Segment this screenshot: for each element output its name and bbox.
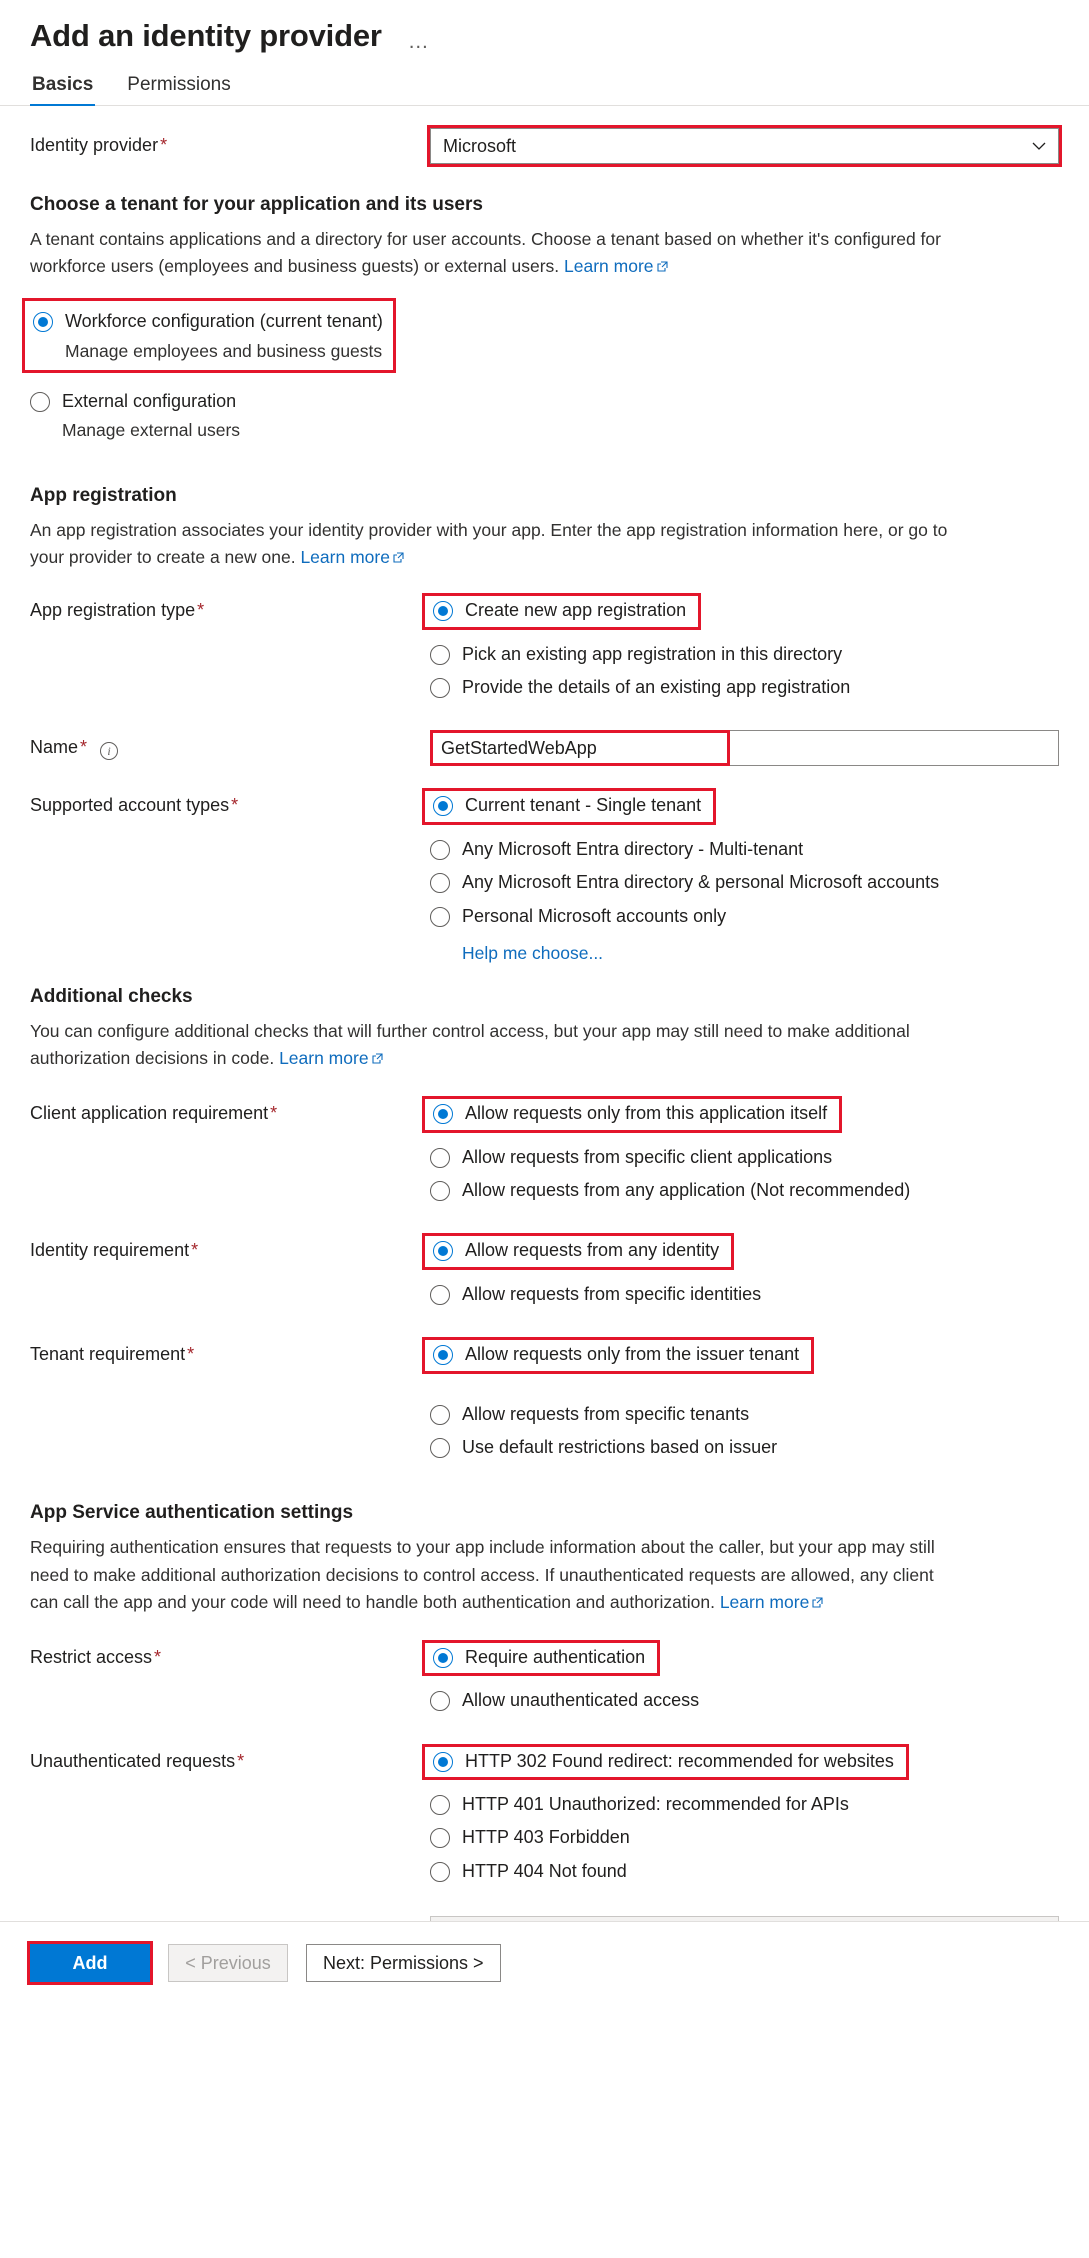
app-name-row	[30, 730, 1059, 766]
unauthenticated-requests-row	[30, 1744, 1059, 1891]
required-asterisk: *	[187, 1344, 195, 1365]
http-403-option[interactable]	[430, 1823, 1059, 1852]
radio-personal-accounts[interactable]	[430, 907, 450, 927]
supported-account-types-label-text: Supported account types	[30, 795, 230, 816]
external-configuration-label: External configuration	[62, 390, 237, 411]
additional-checks-description-line1: You can configure additional checks that will further control access, but your app may still need to make additional	[30, 1021, 910, 1042]
allow-this-application-only-option[interactable]	[422, 1096, 842, 1132]
radio-create-new-app-registration[interactable]	[433, 601, 453, 621]
app-registration-type-label-text: App registration type	[30, 600, 196, 621]
tab-bar	[0, 54, 1089, 106]
multi-tenant-personal-option[interactable]	[430, 868, 1059, 897]
radio-allow-this-application-only[interactable]	[433, 1104, 453, 1124]
personal-accounts-option[interactable]	[430, 902, 1059, 931]
auth-settings-description-line3: can call the app and your code will need to handle both authentication and authorization.	[30, 1591, 715, 1612]
client-application-requirement-label	[30, 1096, 430, 1125]
add-button[interactable]: Add	[30, 1944, 150, 1982]
http-404-option[interactable]	[430, 1857, 1059, 1886]
allow-unauthenticated-access-option[interactable]	[430, 1686, 1059, 1715]
app-registration-heading: App registration	[30, 485, 177, 507]
external-link-icon	[812, 1589, 823, 1600]
required-asterisk: *	[80, 737, 88, 758]
allow-any-identity-option[interactable]	[422, 1233, 734, 1269]
auth-settings-description	[30, 1534, 1030, 1615]
app-name-field	[430, 730, 1059, 766]
identity-requirement-options	[430, 1233, 1059, 1313]
chevron-down-icon	[1032, 139, 1046, 153]
external-link-icon	[393, 544, 404, 555]
app-registration-type-row	[30, 593, 1059, 706]
radio-multi-tenant[interactable]	[430, 840, 450, 860]
identity-provider-value: Microsoft	[443, 135, 517, 156]
additional-checks-heading: Additional checks	[30, 986, 193, 1008]
allow-specific-client-applications-option[interactable]	[430, 1143, 1059, 1172]
identity-provider-field	[430, 128, 1059, 164]
supported-account-types-options	[430, 788, 1059, 964]
restrict-access-options	[430, 1640, 1059, 1720]
tenant-learn-more-link[interactable]: Learn more	[564, 256, 654, 277]
multi-tenant-option[interactable]	[430, 835, 1059, 864]
unauthenticated-requests-label-text: Unauthenticated requests	[30, 1750, 236, 1771]
app-registration-learn-more-link[interactable]: Learn more	[300, 547, 390, 568]
radio-allow-specific-tenants[interactable]	[430, 1405, 450, 1425]
app-registration-description	[30, 517, 1030, 571]
http-401-label: HTTP 401 Unauthorized: recommended for APIs	[462, 1793, 849, 1814]
additional-checks-description	[30, 1018, 1030, 1072]
http-302-label: HTTP 302 Found redirect: recommended for websites	[465, 1750, 894, 1771]
required-asterisk: *	[237, 1750, 245, 1771]
help-me-choose-link[interactable]: Help me choose...	[462, 943, 604, 964]
supported-account-types-label	[30, 788, 430, 817]
identity-provider-select[interactable]	[430, 128, 1059, 164]
required-asterisk: *	[191, 1240, 199, 1261]
radio-http-404[interactable]	[430, 1862, 450, 1882]
pick-existing-app-registration-option[interactable]	[430, 640, 1059, 669]
auth-settings-description-line1: Requiring authentication ensures that requests to your app include information about the caller, but your app may still	[30, 1537, 935, 1558]
external-configuration-option[interactable]	[30, 387, 1059, 416]
radio-http-302[interactable]	[433, 1752, 453, 1772]
tenant-section-heading: Choose a tenant for your application and its users	[30, 194, 483, 215]
client-application-requirement-options	[430, 1096, 1059, 1209]
allow-any-application-option[interactable]	[430, 1176, 1059, 1205]
external-link-icon	[657, 253, 668, 264]
required-asterisk: *	[154, 1646, 162, 1667]
allow-this-application-only-label: Allow requests only from this application itself	[465, 1103, 828, 1124]
radio-workforce-configuration[interactable]	[33, 312, 53, 332]
tab-permissions[interactable]: Permissions	[127, 74, 231, 95]
more-options-icon[interactable]: …	[407, 30, 431, 53]
http-403-label: HTTP 403 Forbidden	[462, 1827, 630, 1848]
allow-any-identity-label: Allow requests from any identity	[465, 1240, 720, 1261]
radio-single-tenant[interactable]	[433, 796, 453, 816]
use-default-restrictions-option[interactable]	[430, 1433, 1059, 1462]
radio-use-default-restrictions[interactable]	[430, 1438, 450, 1458]
http-302-option[interactable]	[422, 1744, 909, 1780]
allow-specific-tenants-label: Allow requests from specific tenants	[462, 1403, 750, 1424]
create-new-app-registration-option[interactable]	[422, 593, 701, 629]
footer-actions	[0, 1921, 1089, 2008]
auth-settings-heading: App Service authentication settings	[30, 1502, 354, 1524]
radio-allow-unauthenticated-access[interactable]	[430, 1691, 450, 1711]
external-link-icon	[372, 1045, 383, 1056]
allow-issuer-tenant-only-label: Allow requests only from the issuer tenant	[465, 1344, 800, 1365]
info-icon[interactable]: i	[100, 742, 118, 760]
allow-specific-identities-option[interactable]	[430, 1280, 1059, 1309]
provide-details-existing-app-registration-label: Provide the details of an existing app registration	[462, 677, 851, 698]
allow-specific-client-applications-label: Allow requests from specific client applications	[462, 1146, 833, 1167]
unauthenticated-requests-label	[30, 1744, 430, 1773]
tab-basics[interactable]: Basics	[30, 70, 95, 105]
external-configuration-sub: Manage external users	[62, 420, 241, 441]
allow-issuer-tenant-only-option[interactable]	[422, 1337, 814, 1373]
provide-details-existing-app-registration-option[interactable]	[430, 673, 1059, 702]
radio-http-401[interactable]	[430, 1795, 450, 1815]
additional-checks-description-line2: authorization decisions in code.	[30, 1048, 275, 1069]
workforce-configuration-option[interactable]	[33, 307, 383, 336]
single-tenant-option[interactable]	[422, 788, 716, 824]
workforce-configuration-label: Workforce configuration (current tenant)	[65, 311, 383, 332]
auth-settings-learn-more-link[interactable]: Learn more	[719, 1591, 810, 1612]
allow-specific-identities-label: Allow requests from specific identities	[462, 1283, 762, 1304]
app-registration-type-label	[30, 593, 430, 622]
radio-external-configuration[interactable]	[30, 392, 50, 412]
http-404-label: HTTP 404 Not found	[462, 1860, 627, 1881]
identity-provider-row	[30, 128, 1059, 164]
app-registration-description-line2: your provider to create a new one.	[30, 547, 296, 568]
radio-allow-any-application[interactable]	[430, 1181, 450, 1201]
radio-pick-existing-app-registration[interactable]	[430, 645, 450, 665]
identity-provider-label	[30, 128, 430, 157]
tenant-requirement-label	[30, 1337, 430, 1366]
identity-requirement-row	[30, 1233, 1059, 1313]
require-authentication-option[interactable]	[422, 1640, 660, 1676]
allow-any-application-label: Allow requests from any application (Not recommended)	[462, 1180, 911, 1201]
multi-tenant-personal-label: Any Microsoft Entra directory & personal Microsoft accounts	[462, 872, 940, 893]
workforce-configuration-sub: Manage employees and business guests	[65, 340, 383, 361]
personal-accounts-label: Personal Microsoft accounts only	[462, 905, 727, 926]
identity-requirement-label-text: Identity requirement	[30, 1240, 190, 1261]
multi-tenant-label: Any Microsoft Entra directory - Multi-tenant	[462, 838, 804, 859]
tenant-description-line1: A tenant contains applications and a directory for user accounts. Choose a tenant based on whether it's configured for	[30, 229, 941, 249]
app-registration-type-options	[430, 593, 1059, 706]
unauthenticated-requests-options	[430, 1744, 1059, 1891]
identity-requirement-label	[30, 1233, 430, 1262]
app-name-label-text: Name	[30, 737, 79, 758]
supported-account-types-row	[30, 788, 1059, 964]
radio-allow-specific-identities[interactable]	[430, 1285, 450, 1305]
http-401-option[interactable]	[430, 1790, 1059, 1819]
tenant-description-line2: workforce users (employees and business guests) or external users.	[30, 256, 560, 277]
allow-specific-tenants-option[interactable]	[430, 1400, 1059, 1429]
radio-multi-tenant-personal[interactable]	[430, 873, 450, 893]
required-asterisk: *	[160, 135, 168, 155]
create-new-app-registration-label: Create new app registration	[465, 600, 687, 621]
workforce-configuration-option-highlight	[22, 298, 396, 372]
radio-require-authentication[interactable]	[433, 1648, 453, 1668]
app-name-input[interactable]	[430, 730, 1059, 766]
previous-button[interactable]: < Previous	[168, 1944, 288, 1982]
radio-allow-issuer-tenant-only[interactable]	[433, 1345, 453, 1365]
restrict-access-label	[30, 1640, 430, 1669]
require-authentication-label: Require authentication	[465, 1646, 646, 1667]
page-title: Add an identity provider	[30, 18, 382, 53]
radio-http-403[interactable]	[430, 1828, 450, 1848]
radio-allow-specific-client-applications[interactable]	[430, 1148, 450, 1168]
client-application-requirement-row	[30, 1096, 1059, 1209]
required-asterisk: *	[197, 600, 205, 621]
restrict-access-row	[30, 1640, 1059, 1720]
additional-checks-learn-more-link[interactable]: Learn more	[279, 1048, 369, 1069]
tenant-requirement-options	[430, 1337, 1059, 1466]
required-asterisk: *	[270, 1103, 278, 1124]
tenant-section-description	[30, 226, 1030, 280]
app-name-label	[30, 730, 430, 760]
tenant-requirement-label-text: Tenant requirement	[30, 1344, 186, 1365]
restrict-access-label-text: Restrict access	[30, 1646, 153, 1667]
tenant-requirement-row	[30, 1337, 1059, 1466]
app-registration-description-line1: An app registration associates your identity provider with your app. Enter the app registration information here, or go to	[30, 520, 948, 541]
radio-provide-details-existing-app-registration[interactable]	[430, 678, 450, 698]
use-default-restrictions-label: Use default restrictions based on issuer	[462, 1437, 778, 1457]
radio-allow-any-identity[interactable]	[433, 1241, 453, 1261]
allow-unauthenticated-access-label: Allow unauthenticated access	[462, 1690, 700, 1711]
client-application-requirement-label-text: Client application requirement	[30, 1103, 269, 1124]
pick-existing-app-registration-label: Pick an existing app registration in this directory	[462, 643, 843, 664]
single-tenant-label: Current tenant - Single tenant	[465, 795, 702, 816]
required-asterisk: *	[231, 795, 239, 816]
next-permissions-button[interactable]: Next: Permissions >	[306, 1944, 501, 1982]
panel-header	[0, 0, 1089, 54]
identity-provider-label-text: Identity provider	[30, 135, 159, 155]
auth-settings-description-line2: need to make additional authorization decisions to control access. If unauthenticated requests are allowed, any client	[30, 1564, 934, 1585]
